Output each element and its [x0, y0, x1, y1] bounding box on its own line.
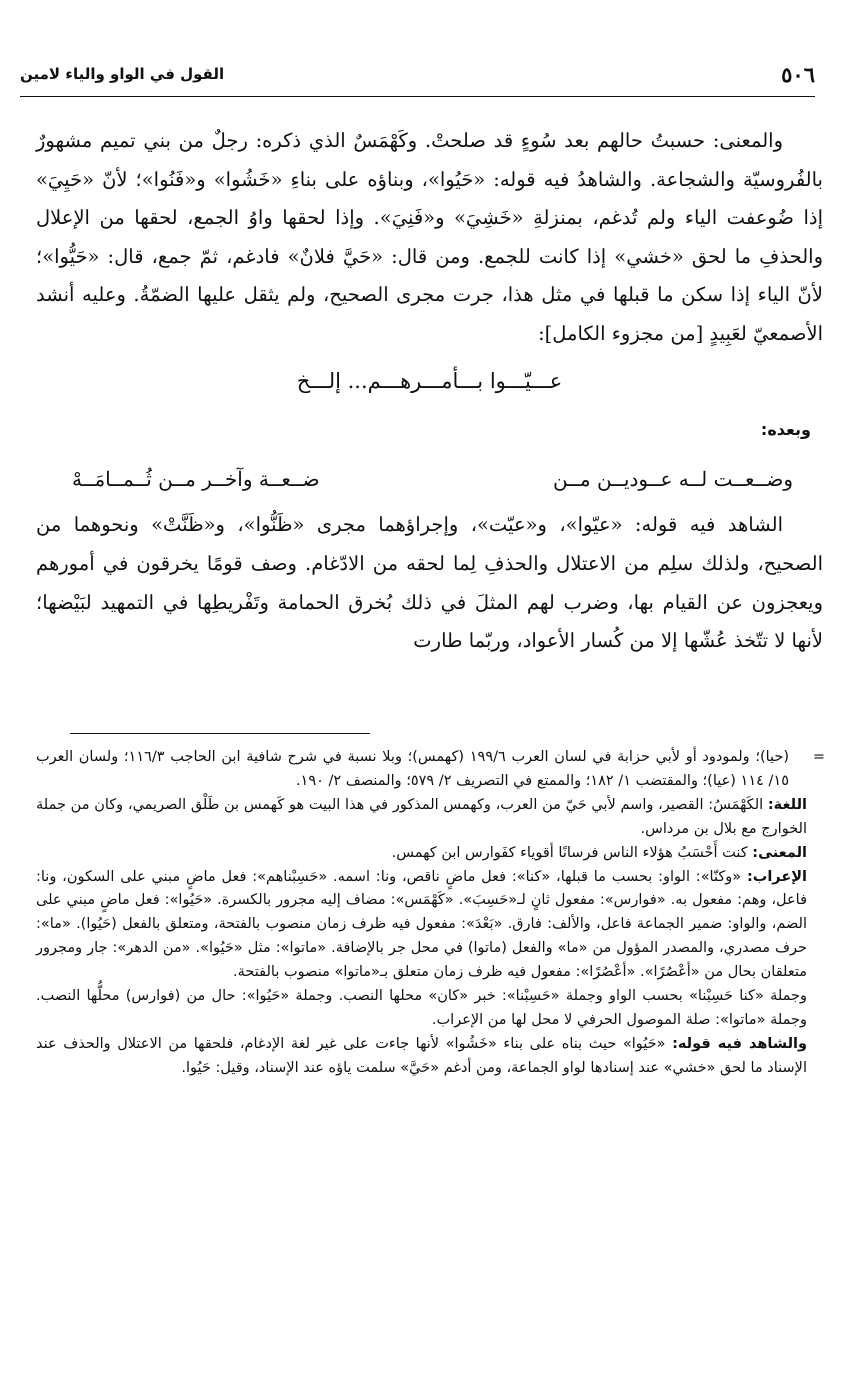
footnote-jumal: وجملة «كنا حَسِبْنا» بحسب الواو وجملة «حَسِبْنا»: خبر «كان» محلها النصب. وجملة «حَيُوا»: حال من (فوارس) محلُّها النصب. وجملة «ماتوا»: صلة الموصول الحرفي لا محل لها من الإعراب. [36, 988, 807, 1028]
verse-line: عـــيّـــوا بـــأمـــرهـــم... إلـــخ [296, 368, 563, 393]
paragraph-2: الشاهد فيه قوله: «عيّوا»، و«عيّت»، وإجراؤهما مجرى «ظَنُّوا»، و«ظَنَّتْ» ونحوهما من الصحيح، ولذلك سلِم من الاعتلال والحذفِ لِما لحقه من الادّغام. وصف قومًا يخرقون في أمورهم ويعجزون عن القيام بها، وضرب لهم المثلَ في ذلك بُخرق الحمامة وتَفْريطِها في التمهيد لبَيْضها؛ لأنها لا تتّخذ عُشّها إلا من كُسار الأعواد، وربّما طارت [36, 513, 823, 653]
running-title: القول في الواو والياء لامين [20, 65, 225, 83]
shahid-label: والشاهد فيه قوله: [672, 1035, 808, 1052]
maana-text: كنت أَحْسَبُ هؤلاء الناس فرسانًا أقوياء كفَوارس ابن كهمس. [391, 844, 748, 861]
couplet [72, 460, 793, 499]
footnote-irab [36, 866, 807, 986]
footnote-maana [36, 842, 807, 866]
footnotes [36, 746, 825, 1081]
shahid-text: «حَيُوا» حيث بناه على بناء «خَشُوا» لأنها جاءت على غير لغة الإدغام، فلحقها من الاعتلال والحذف عند الإسناد ما لحق «خشي» عند إسنادها لواو الجماعة، ومن أدغم «حَيَّ» سلمت ياؤه عند الإسناد، وقيل: حَيُوا. [36, 1035, 807, 1076]
main-text [36, 122, 823, 661]
irab-text: «وكنّا»: الواو: بحسب ما قبلها، «كنا»: فعل ماضٍ ناقص، ونا: اسمه. «حَسِبْناهم»: فعل ماضٍ مبني على السكون، ونا: فاعل، وهم: مفعول به. «فوارس»: مفعول ثانٍ لـ«حَسِبَ». «كَهْمَس»: مضاف إليه مجرور بالكسرة. «حَيُوا»: فعل ماضٍ مبني على الضم، والواو: ضمير الجماعة فاعل، والألف: فارق. «بَعْدَ»: مفعول فيه ظرف زمان منصوب بالفتحة، ومتعلق بالفعل (حَيُوا). «ما»: حرف مصدري، والمصدر المؤول من «ما» والفعل (ماتوا) في محل جر بالإضافة. «ماتوا»: مثل «حَيُوا». «من الدهر»: جار ومجرور متعلقان بحال من «أعْصُرًا». «أعْصُرًا»: مفعول فيه ظرف زمان متعلق بـ«ماتوا» منصوب بالفتحة. [36, 868, 807, 981]
couplet-second-hemistich: ضــعــة وآخــر مــن ثُــمــامَــهْ [72, 466, 320, 491]
lugha-label: اللغة: [767, 796, 807, 813]
maana-label: المعنى: [752, 844, 807, 861]
continuation-mark: = [812, 749, 825, 765]
footnote-shahid [36, 1033, 807, 1081]
footnote-continuation [36, 746, 825, 794]
irab-label: الإعراب: [746, 868, 808, 885]
paragraph-1: والمعنى: حسبتُ حالهم بعد سُوءٍ قد صلحتْ. وكَهْمَسٌ الذي ذكره: رجلٌ من بني تميم مشهورٌ بالفُروسيّة والشجاعة. والشاهدُ فيه قوله: «حَيُوا»، وبناؤه على بناءِ «خَشُوا» و«فَنُوا»؛ لأنّ «حَيِيَ» إذا ضُوعفت الياء ولم تُدغم، بمنزلةِ «خَشِيَ» و«فَنِيَ». وإذا لحقها واوُ الجمع، لحقها من الإعلال والحذفِ ما لحق «خشي» إذا كانت للجمع. ومن قال: «حَيَّ فلانٌ» فادغم، ثمّ جمع، قال: «حَيُّوا»؛ لأنّ الياء إذا سكن ما قبلها في مثل هذا، جرت مجرى الصحيح، ولم يثقل عليها الضمّةُ. وعليه أنشد الأصمعيّ لعَبِيدٍ [من مجزوء الكامل]: [36, 129, 823, 345]
page-header [20, 62, 815, 97]
footnote-sources: (حيا)؛ ولمودود أو لأبي حزابة في لسان العرب ١٩٩/٦ (كهمس)؛ وبلا نسبة في شرح شافية ابن الحاجب ١١٦/٣؛ ولسان العرب ١٥/ ١١٤ (عيا)؛ والمقتضب ١/ ١٨٢؛ والممتع في التصريف ٢/ ٥٧٩؛ والمنصف ٢/ ١٩٠. [36, 749, 790, 789]
page-number: ٥٠٦ [781, 62, 815, 87]
couplet-first-hemistich: وضــعــت لــه عــوديــن مــن [552, 466, 793, 491]
lugha-text: الكَهْمَسُ: القصير، واسم لأبي حَيّ من العرب، وكهمس المذكور في هذا البيت هو كَهمس بن طَلْق الصريمي، وكان من جملة الخوارج مع بلال بن مرداس. [36, 796, 807, 837]
footnote-lugha [36, 794, 807, 842]
after-label: وبعده: [760, 420, 811, 440]
footnote-separator [70, 733, 370, 734]
